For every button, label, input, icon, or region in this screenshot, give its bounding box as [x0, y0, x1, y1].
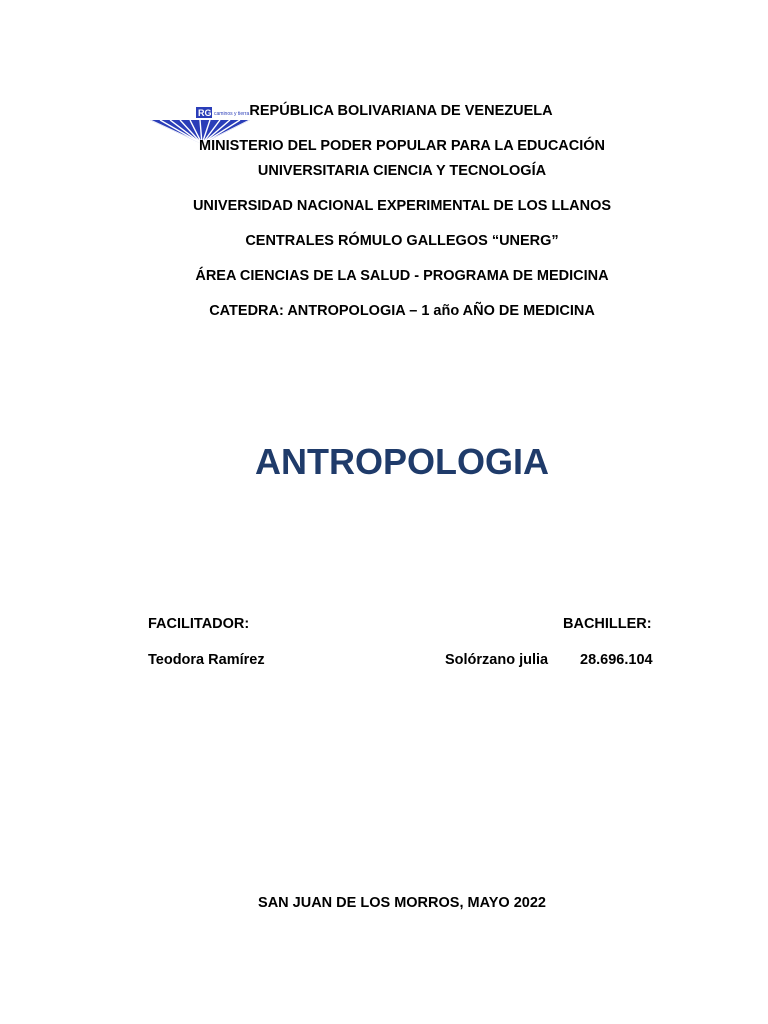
header-line-area: ÁREA CIENCIAS DE LA SALUD - PROGRAMA DE MEDICINA	[195, 268, 609, 284]
student-name: Solórzano julia	[445, 652, 549, 668]
place-date: SAN JUAN DE LOS MORROS, MAYO 2022	[258, 895, 546, 911]
header-line-ministry: MINISTERIO DEL PODER POPULAR PARA LA EDUCACIÓN	[198, 138, 606, 154]
header-line-republic: REPÚBLICA BOLIVARIANA DE VENEZUELA	[249, 103, 553, 119]
document-title: ANTROPOLOGIA	[255, 441, 549, 482]
student-label: BACHILLER:	[563, 616, 652, 632]
logo-caption: caminos y tierra	[214, 111, 250, 117]
header-line-unerg: CENTRALES RÓMULO GALLEGOS “UNERG”	[245, 233, 559, 249]
header-line-ministry-cont: UNIVERSITARIA CIENCIA Y TECNOLOGÍA	[257, 163, 547, 179]
facilitator-label: FACILITADOR:	[148, 616, 250, 632]
header-line-catedra: CATEDRA: ANTROPOLOGIA – 1 año AÑO DE MEDICINA	[209, 303, 595, 319]
svg-text:RG: RG	[198, 108, 212, 118]
facilitator-name: Teodora Ramírez	[148, 652, 265, 668]
header-line-university: UNIVERSIDAD NACIONAL EXPERIMENTAL DE LOS LLANOS	[192, 198, 612, 214]
student-id: 28.696.104	[580, 652, 653, 668]
